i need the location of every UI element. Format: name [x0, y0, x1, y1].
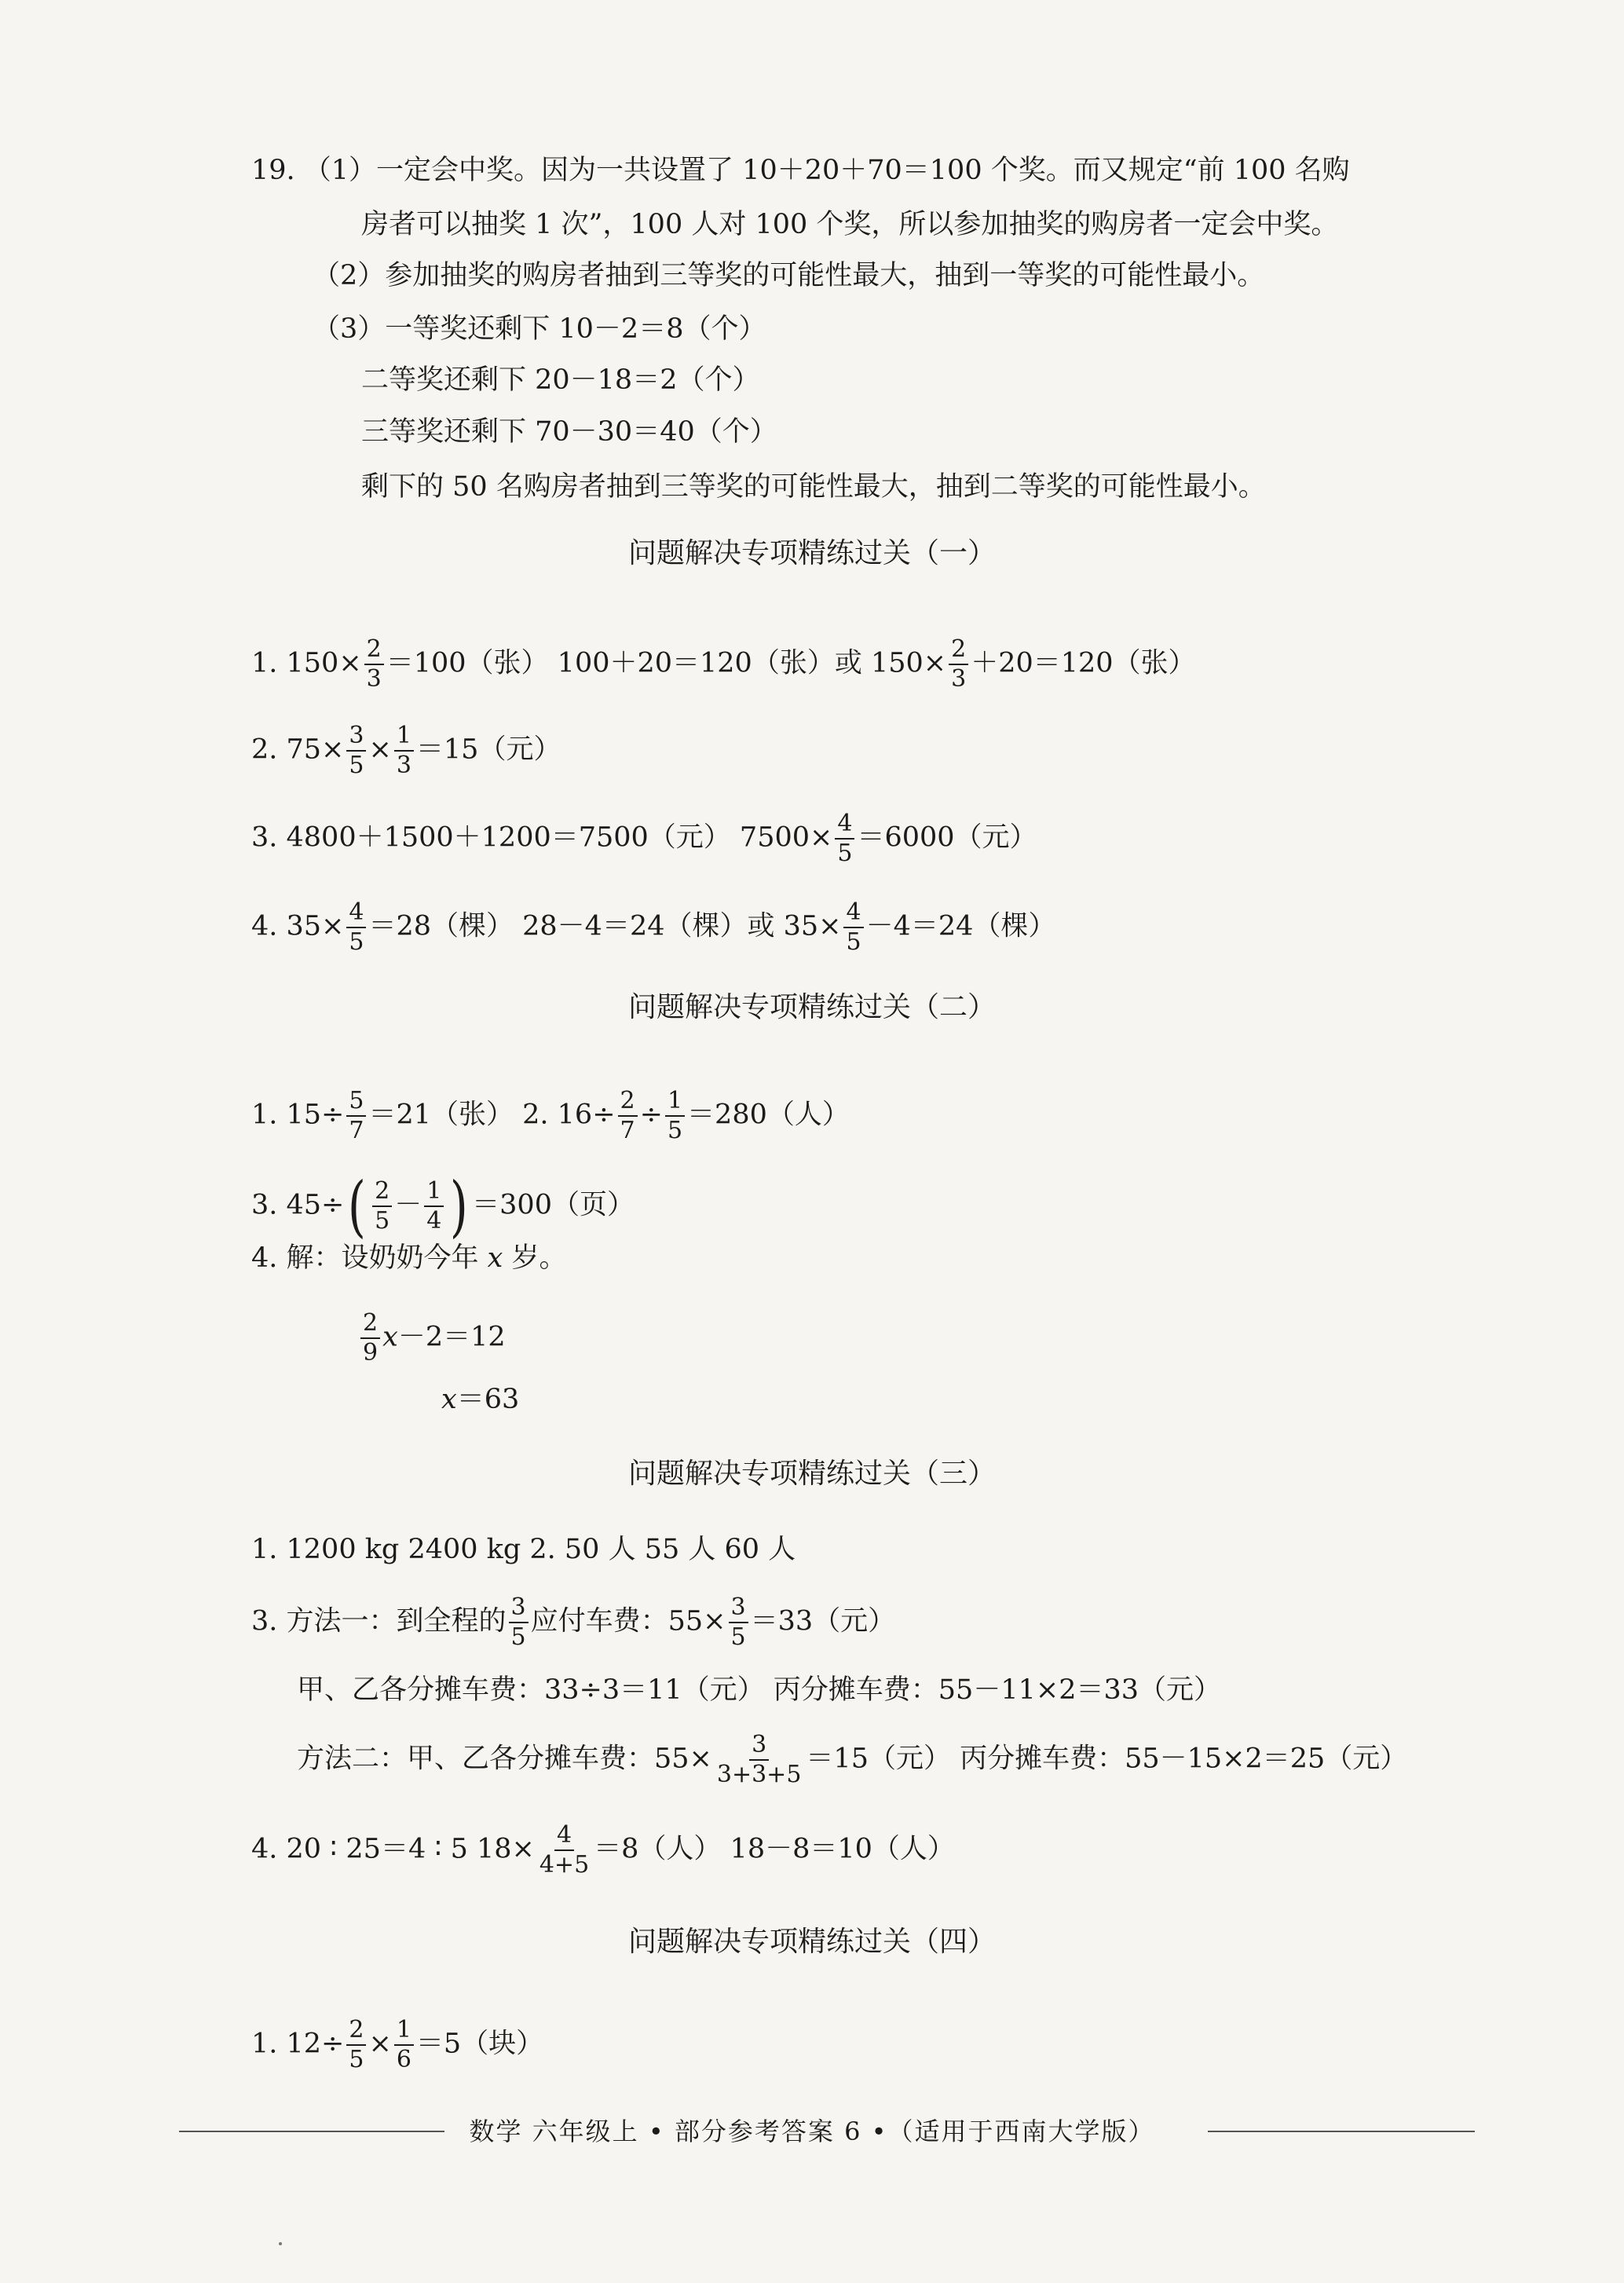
- q19-line-5: 二等奖还剩下 20－18＝2（个）: [361, 364, 760, 396]
- text: 4. 20 ∶ 25＝4 ∶ 5 18×: [251, 1833, 535, 1865]
- fraction: [346, 723, 366, 779]
- variable: x: [441, 1384, 457, 1415]
- left-paren: (: [348, 1168, 367, 1245]
- text: 1. 150×: [251, 647, 362, 679]
- text: －2＝12: [397, 1321, 506, 1353]
- text: ＝28（棵） 28－4＝24（棵）或 35×: [368, 910, 842, 942]
- text: 1. 12÷: [251, 2028, 345, 2060]
- numerator: 2: [372, 1178, 392, 1207]
- section-2-title: 问题解决专项精练过关（二）: [627, 991, 996, 1023]
- text: 方法二：甲、乙各分摊车费：55×: [297, 1743, 712, 1775]
- denominator: 5: [846, 928, 861, 956]
- text: ×: [368, 2028, 392, 2060]
- section-4-title: 问题解决专项精练过关（四）: [627, 1926, 996, 1958]
- numerator: 3: [346, 723, 366, 752]
- s3-item-1-2: 1. 1200 kg 2400 kg 2. 50 人 55 人 60 人: [251, 1534, 796, 1565]
- text: 3. 4800＋1500＋1200＝7500（元） 7500×: [251, 821, 833, 854]
- denominator: 7: [620, 1117, 635, 1144]
- denominator: 3: [396, 752, 411, 779]
- denominator: 5: [349, 2046, 364, 2073]
- numerator: 1: [665, 1088, 685, 1117]
- numerator: 3: [749, 1732, 769, 1761]
- text: －4＝24（棵）: [865, 910, 1056, 942]
- q19-line-7: 剩下的 50 名购房者抽到三等奖的可能性最大，抽到二等奖的可能性最小。: [361, 471, 1266, 503]
- s1-item-4: [251, 899, 1055, 956]
- q19-line-1: 19. （1）一定会中奖。因为一共设置了 10＋20＋70＝100 个奖。而又规定“前 100 名购: [251, 155, 1350, 186]
- s3-item-4: [251, 1822, 955, 1879]
- s3-item-3-line-2: 甲、乙各分摊车费：33÷3＝11（元） 丙分摊车费：55－11×2＝33（元）: [297, 1674, 1221, 1706]
- s2-item-3: [251, 1168, 635, 1245]
- numerator: 1: [394, 2017, 414, 2046]
- numerator: 4: [835, 810, 854, 840]
- fraction: [715, 1732, 804, 1788]
- numerator: 2: [364, 636, 384, 665]
- text: ＝63: [456, 1384, 520, 1415]
- denominator: 5: [730, 1623, 746, 1651]
- text: 3. 方法一：到全程的: [251, 1605, 507, 1637]
- s2-item-1-2: [251, 1088, 850, 1144]
- text: ＝33（元）: [750, 1605, 896, 1637]
- text: ＝21（张） 2. 16÷: [368, 1099, 616, 1131]
- text: 4. 解：设奶奶今年: [251, 1242, 488, 1274]
- fraction: [665, 1088, 685, 1144]
- fraction: [372, 1178, 392, 1235]
- fraction: [346, 1088, 366, 1144]
- denominator: 4+5: [539, 1851, 590, 1879]
- numerator: 2: [618, 1088, 638, 1117]
- s3-item-3: [251, 1594, 895, 1651]
- fraction: [346, 899, 366, 956]
- section-1-title: 问题解决专项精练过关（一）: [627, 537, 996, 569]
- text: 应付车费：55×: [530, 1605, 726, 1637]
- denominator: 5: [375, 1207, 390, 1235]
- q19-line-2: 房者可以抽奖 1 次”，100 人对 100 个奖，所以参加抽奖的购房者一定会中奖。: [361, 209, 1339, 240]
- fraction: [394, 2017, 414, 2073]
- fraction: [729, 1594, 748, 1651]
- numerator: 2: [360, 1310, 380, 1339]
- text: －: [394, 1189, 422, 1221]
- denominator: 5: [349, 752, 364, 779]
- s2-equation-2: [441, 1381, 519, 1418]
- denominator: 9: [363, 1339, 379, 1367]
- s1-item-3: [251, 810, 1037, 867]
- s1-item-2: [251, 723, 561, 779]
- section-3-title: 问题解决专项精练过关（三）: [627, 1458, 996, 1490]
- text: 4. 35×: [251, 910, 345, 942]
- s4-item-1: [251, 2017, 543, 2073]
- s2-item-4: [251, 1239, 567, 1277]
- text: ＝15（元） 丙分摊车费：55－15×2＝25（元）: [806, 1743, 1408, 1775]
- fraction: [509, 1594, 529, 1651]
- text: 1. 15÷: [251, 1099, 345, 1131]
- fraction: [360, 1310, 380, 1367]
- fraction: [394, 723, 414, 779]
- denominator: 5: [667, 1117, 683, 1144]
- denominator: 5: [510, 1623, 526, 1651]
- denominator: 7: [349, 1117, 364, 1144]
- numerator: 2: [346, 2017, 366, 2046]
- q19-line-4: （3）一等奖还剩下 10－2＝8（个）: [313, 313, 766, 345]
- numerator: 4: [843, 899, 863, 928]
- fraction: [364, 636, 384, 693]
- numerator: 1: [424, 1178, 444, 1207]
- text: ＝100（张） 100＋20＝120（张）或 150×: [386, 647, 947, 679]
- text: ＝280（人）: [687, 1099, 850, 1131]
- fraction: [618, 1088, 638, 1144]
- fraction: [949, 636, 968, 693]
- numerator: 1: [394, 723, 414, 752]
- fraction: [843, 899, 863, 956]
- denominator: 3: [366, 665, 382, 693]
- numerator: 4: [346, 899, 366, 928]
- denominator: 5: [349, 928, 364, 956]
- text: 岁。: [503, 1242, 567, 1274]
- numerator: 4: [554, 1822, 574, 1851]
- s2-equation-1: [358, 1310, 506, 1367]
- fraction: [424, 1178, 444, 1235]
- text: ＝8（人） 18－8＝10（人）: [594, 1833, 955, 1865]
- text: ＋20＝120（张）: [971, 647, 1196, 679]
- text: 3. 45÷: [251, 1189, 345, 1221]
- variable: x: [382, 1321, 398, 1353]
- denominator: 4: [426, 1207, 442, 1235]
- text: ＝6000（元）: [857, 821, 1037, 854]
- scan-speck: [279, 2242, 282, 2245]
- numerator: 2: [949, 636, 968, 665]
- footer-caption: 数学 六年级上 • 部分参考答案 6 •（适用于西南大学版）: [469, 2117, 1155, 2146]
- text: ＝300（页）: [472, 1189, 635, 1221]
- numerator: 5: [346, 1088, 366, 1117]
- variable: x: [487, 1242, 503, 1274]
- fraction: [835, 810, 854, 867]
- denominator: 6: [396, 2046, 411, 2073]
- text: ＝5（块）: [415, 2028, 544, 2060]
- text: ×: [368, 734, 392, 766]
- s1-item-1: [251, 636, 1196, 693]
- denominator: 3+3+5: [716, 1761, 802, 1788]
- right-paren: ): [450, 1168, 469, 1245]
- numerator: 3: [729, 1594, 748, 1623]
- text: ÷: [639, 1099, 663, 1131]
- denominator: 5: [837, 840, 853, 867]
- q19-line-6: 三等奖还剩下 70－30＝40（个）: [361, 416, 777, 448]
- text: 2. 75×: [251, 734, 345, 766]
- q19-line-3: （2）参加抽奖的购房者抽到三等奖的可能性最大，抽到一等奖的可能性最小。: [313, 260, 1265, 291]
- denominator: 3: [951, 665, 967, 693]
- text: ＝15（元）: [415, 734, 561, 766]
- fraction: [537, 1822, 591, 1879]
- fraction: [346, 2017, 366, 2073]
- numerator: 3: [509, 1594, 529, 1623]
- s3-item-3-line-3: [297, 1732, 1407, 1788]
